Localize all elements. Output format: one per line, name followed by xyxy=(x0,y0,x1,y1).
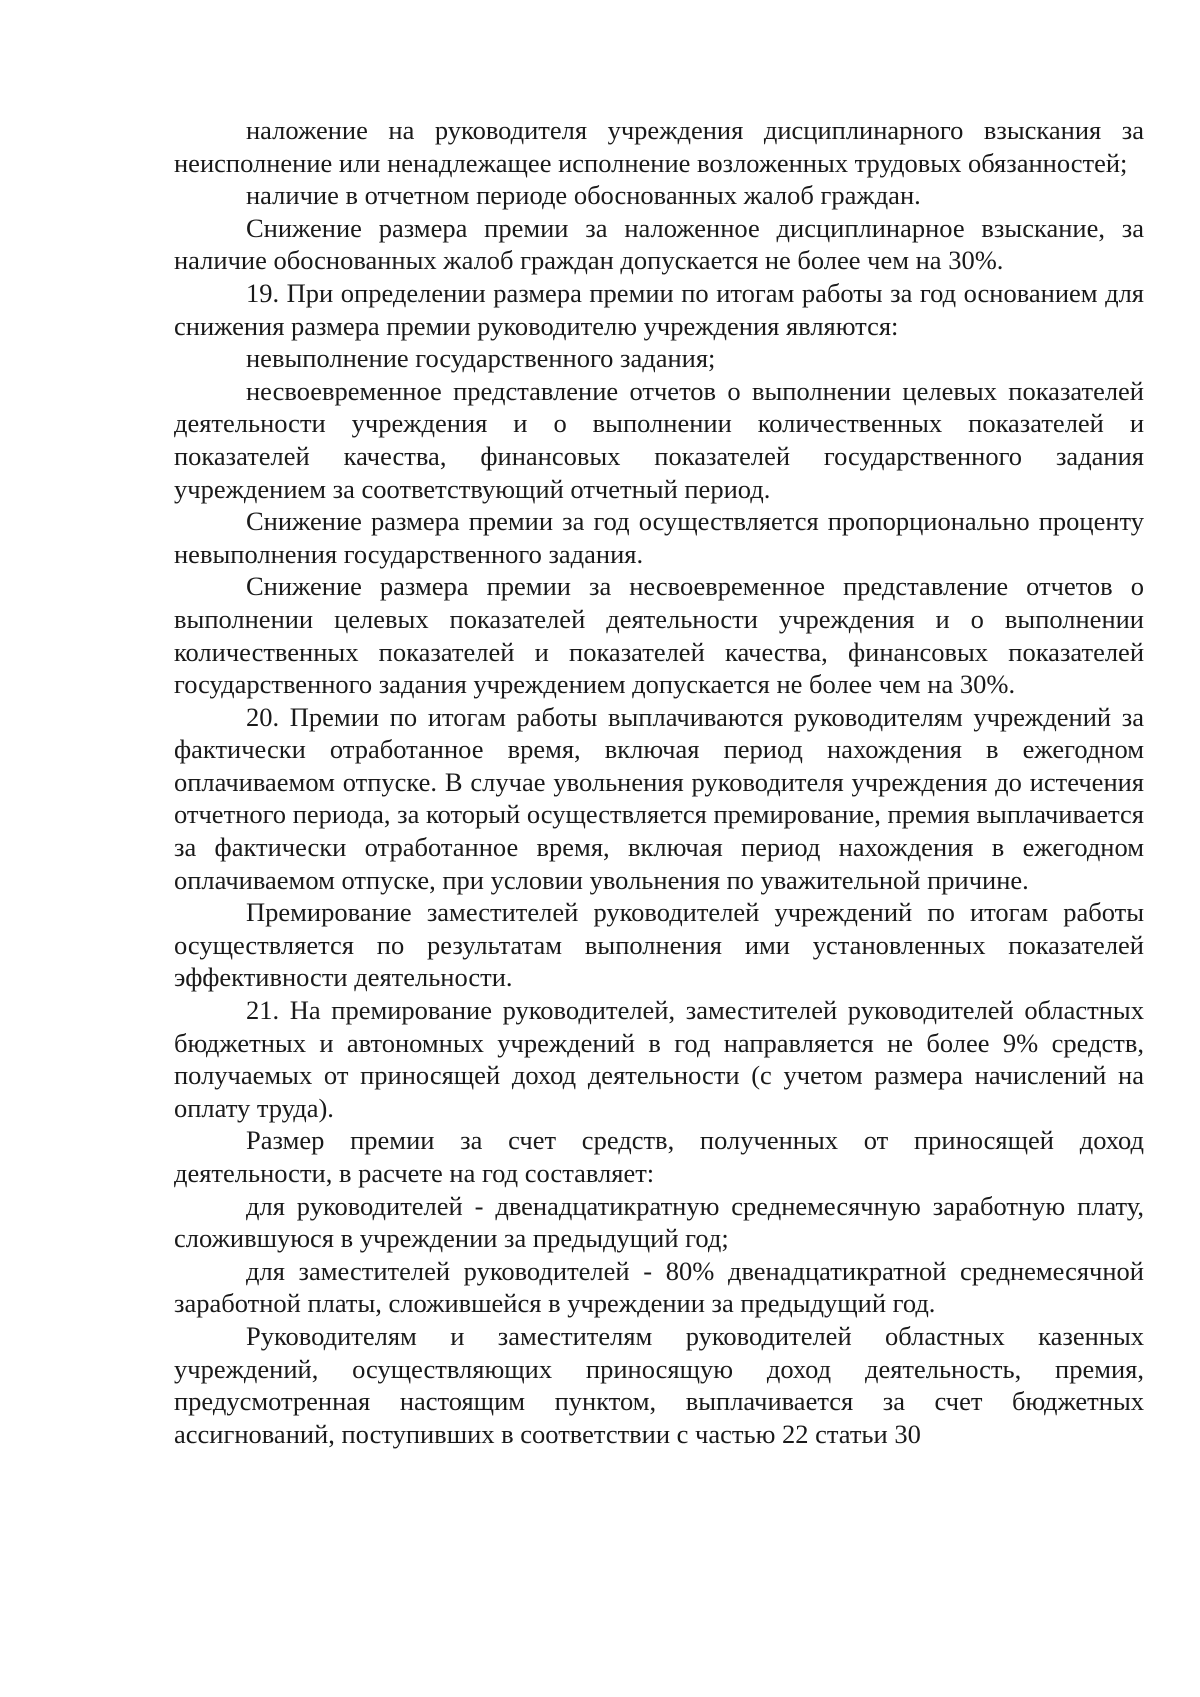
paragraph: несвоевременное представление отчетов о выполнении целевых показателей деятельности учреждения и о выполнении количественных показателей и показателей качества, финансовых показателей государственного задания учреждением за соответствующий отчетный период. xyxy=(174,375,1144,504)
paragraph: Премирование заместителей руководителей учреждений по итогам работы осуществляется по результатам выполнения ими установленных показателей эффективности деятельности. xyxy=(174,897,1144,993)
document-page xyxy=(174,114,1144,1450)
paragraph: Руководителям и заместителям руководителей областных казенных учреждений, осуществляющих приносящую доход деятельность, премия, предусмотренная настоящим пунктом, выплачивается за счет бюджетных ассигнований, поступивших в соответствии с частью 22 статьи 30 xyxy=(174,1320,1144,1449)
paragraph: невыполнение государственного задания; xyxy=(246,343,716,374)
paragraph-item-19: 19. При определении размера премии по итогам работы за год основанием для снижения размера премии руководителю учреждения являются: xyxy=(174,277,1144,341)
paragraph-item-20: 20. Премии по итогам работы выплачиваются руководителям учреждений за фактически отработанное время, включая период нахождения в ежегодном оплачиваемом отпуске. В случае увольнения руководителя учреждения до истечения отчетного периода, за который осуществляется премирование, премия выплачивается за фактически отработанное время, включая период нахождения в ежегодном оплачиваемом отпуске, при условии увольнения по уважительной причине. xyxy=(174,701,1144,895)
paragraph: Снижение размера премии за наложенное дисциплинарное взыскание, за наличие обоснованных жалоб граждан допускается не более чем на 30%. xyxy=(174,212,1144,276)
paragraph: для руководителей - двенадцатикратную среднемесячную заработную плату, сложившуюся в учреждении за предыдущий год; xyxy=(174,1190,1144,1254)
paragraph: Снижение размера премии за несвоевременное представление отчетов о выполнении целевых показателей деятельности учреждения и о выполнении количественных показателей и показателей качества, финансовых показателей государственного задания учреждением допускается не более чем на 30%. xyxy=(174,571,1144,700)
paragraph-item-21: 21. На премирование руководителей, заместителей руководителей областных бюджетных и автономных учреждений в год направляется не более 9% средств, получаемых от приносящей доход деятельности (с учетом размера начислений на оплату труда). xyxy=(174,995,1144,1123)
paragraph: для заместителей руководителей - 80% двенадцатикратной среднемесячной заработной платы, сложившейся в учреждении за предыдущий год. xyxy=(174,1255,1144,1319)
paragraph: наличие в отчетном периоде обоснованных жалоб граждан. xyxy=(246,180,921,211)
paragraph: Размер премии за счет средств, полученных от приносящей доход деятельности, в расчете на год составляет: xyxy=(174,1125,1144,1188)
paragraph: Снижение размера премии за год осуществляется пропорционально проценту невыполнения государственного задания. xyxy=(174,506,1144,569)
paragraph: наложение на руководителя учреждения дисциплинарного взыскания за неисполнение или ненадлежащее исполнение возложенных трудовых обязанностей; xyxy=(174,115,1144,178)
